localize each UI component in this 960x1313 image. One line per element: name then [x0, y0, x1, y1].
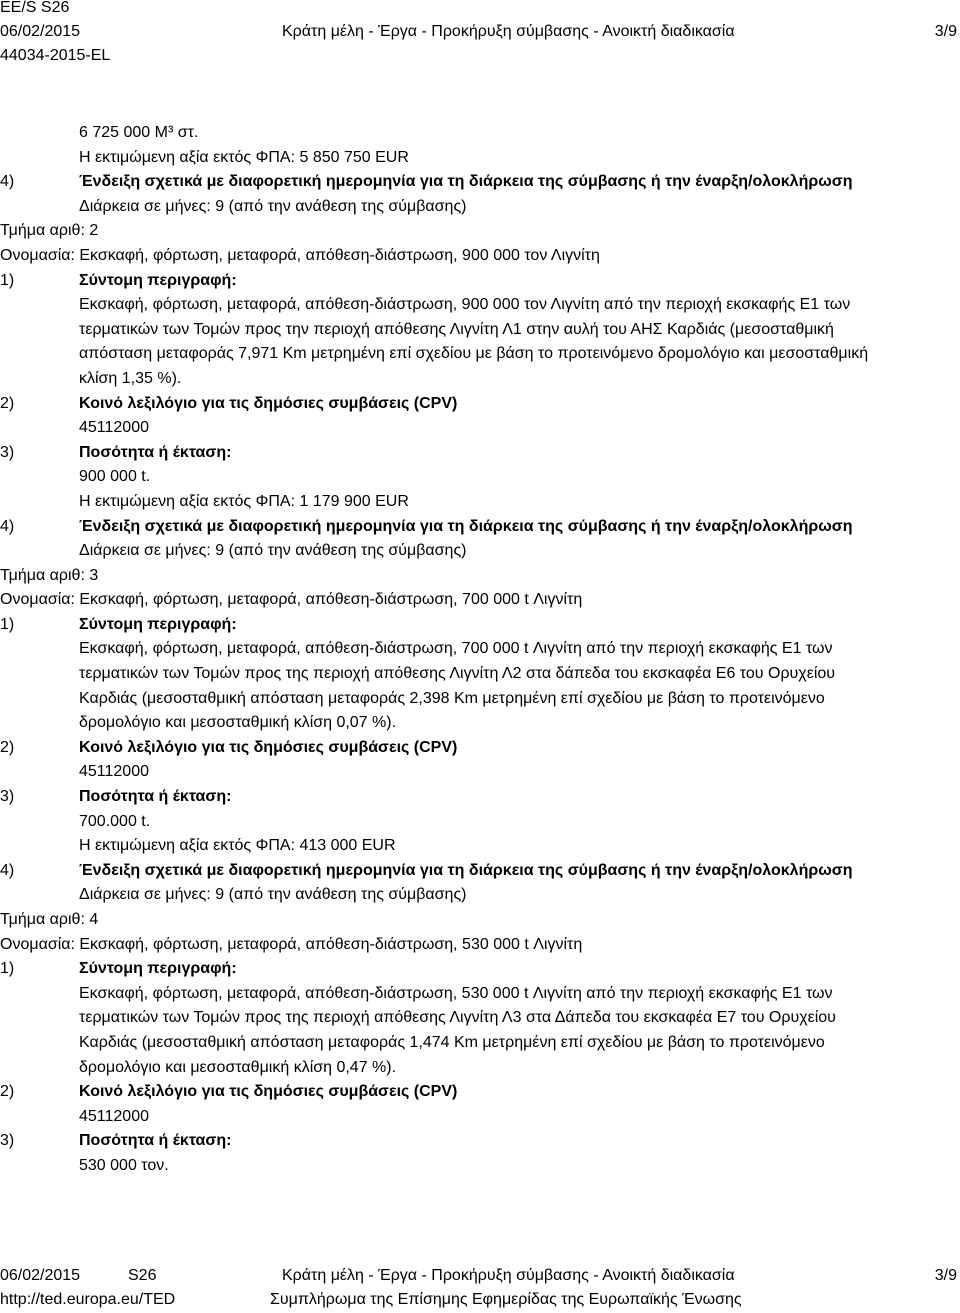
- quantity-heading: [0, 1129, 960, 1154]
- item-label: Σύντομη περιγραφή:: [79, 615, 237, 633]
- duration-heading: [0, 170, 960, 195]
- header-page-number: 3/9: [934, 23, 957, 40]
- cpv-code: 45112000: [79, 1107, 149, 1125]
- item-label: Ένδειξη σχετικά με διαφορετική ημερομηνία για τη διάρκεια της σύμβασης ή την έναρξη/ολοκλήρωση: [79, 517, 853, 535]
- duration-value: Διάρκεια σε μήνες: 9 (από την ανάθεση της σύμβασης): [79, 197, 467, 215]
- duration-value: Διάρκεια σε μήνες: 9 (από την ανάθεση της σύμβασης): [79, 542, 467, 560]
- item-label: Ένδειξη σχετικά με διαφορετική ημερομηνία για τη διάρκεια της σύμβασης ή την έναρξη/ολοκλήρωση: [79, 861, 853, 879]
- description-line: Εκσκαφή, φόρτωση, μεταφορά, απόθεση-διάστρωση, 530 000 t Λιγνίτη από την περιοχή εκσκαφής Ε1 των: [79, 984, 833, 1002]
- item-number: 3): [0, 788, 15, 806]
- lot-number: Τμήμα αριθ: 4: [0, 911, 99, 928]
- duration-heading: [0, 515, 960, 540]
- description-line: δρομολόγιο και μεσοσταθμική κλίση 0,07 %).: [79, 714, 397, 732]
- description-heading: [0, 269, 960, 294]
- item-label: Ποσότητα ή έκταση:: [79, 788, 232, 806]
- item-number: 4): [0, 517, 15, 535]
- footer-url[interactable]: http://ted.europa.eu/TED: [0, 1291, 176, 1308]
- quantity-value: 900 000 t.: [79, 468, 151, 486]
- item-label: Σύντομη περιγραφή:: [79, 271, 237, 289]
- estimated-value: Η εκτιμώμενη αξία εκτός ΦΠΑ: 5 850 750 EUR: [79, 148, 409, 166]
- description-line: τερματικών των Τομών προς της περιοχή απόθεσης Λιγνίτη Λ2 στα δάπεδα του εκσκαφέα Ε6 του Ορυχείου: [79, 665, 836, 683]
- header-title: Κράτη μέλη - Έργα - Προκήρυξη σύμβασης - Ανοικτή διαδικασία: [282, 23, 735, 40]
- lot-name: Ονομασία: Εκσκαφή, φόρτωση, μεταφορά, απόθεση-διάστρωση, 900 000 τον Λιγνίτη: [0, 246, 600, 264]
- item-number: 4): [0, 861, 15, 879]
- item-number: 2): [0, 394, 15, 412]
- header-code: EE/S S26: [0, 0, 70, 16]
- item-number: 1): [0, 960, 15, 978]
- cpv-code: 45112000: [79, 763, 149, 781]
- description-line: Καρδιάς (μεσοσταθμική απόσταση μεταφοράς 1,474 Km μετρημένη επί σχεδίου με βάση το προτεινόμενο: [79, 1033, 825, 1051]
- cpv-heading: [0, 1080, 960, 1105]
- footer-date: 06/02/2015: [0, 1267, 81, 1284]
- header-date: 06/02/2015: [0, 23, 81, 40]
- description-line: απόσταση μεταφοράς 7,971 Km μετρημένη επί σχεδίου με βάση το προτεινόμενο δρομολόγιο και μεσοσταθμική: [79, 345, 869, 363]
- lot-number: Τμήμα αριθ: 3: [0, 566, 99, 584]
- item-label: Κοινό λεξιλόγιο για τις δημόσιες συμβάσεις (CPV): [79, 1083, 458, 1101]
- item-number: 2): [0, 738, 15, 756]
- footer-title: Κράτη μέλη - Έργα - Προκήρυξη σύμβασης - Ανοικτή διαδικασία: [282, 1267, 735, 1284]
- description-heading: [0, 957, 960, 982]
- item-label: Κοινό λεξιλόγιο για τις δημόσιες συμβάσεις (CPV): [79, 738, 458, 756]
- quantity-heading: [0, 785, 960, 810]
- lot-number: Τμήμα αριθ: 2: [0, 222, 99, 240]
- quantity-value: 700.000 t.: [79, 812, 151, 830]
- item-label: Ποσότητα ή έκταση:: [79, 443, 232, 461]
- item-label: Ποσότητα ή έκταση:: [79, 1132, 232, 1150]
- item-number: 2): [0, 1083, 15, 1101]
- item-label: Ένδειξη σχετικά με διαφορετική ημερομηνία για τη διάρκεια της σύμβασης ή την έναρξη/ολοκλήρωση: [79, 173, 853, 191]
- document-body: [0, 121, 960, 1179]
- page-footer: [0, 1264, 960, 1311]
- footer-page-number: 3/9: [934, 1267, 957, 1284]
- item-number: 3): [0, 1132, 15, 1150]
- lot-name: Ονομασία: Εκσκαφή, φόρτωση, μεταφορά, απόθεση-διάστρωση, 700 000 t Λιγνίτη: [0, 591, 583, 609]
- footer-code: S26: [128, 1267, 157, 1284]
- item-number: 4): [0, 173, 15, 191]
- item-number: 1): [0, 615, 15, 633]
- quantity-value: 530 000 τον.: [79, 1156, 169, 1174]
- description-line: τερματικών των Τομών προς την περιοχή απόθεσης Λιγνίτη Λ1 στην αυλή του ΑΗΣ Καρδιάς (μεσοσταθμική: [79, 320, 834, 338]
- duration-value: Διάρκεια σε μήνες: 9 (από την ανάθεση της σύμβασης): [79, 886, 467, 904]
- description-line: δρομολόγιο και μεσοσταθμική κλίση 0,47 %).: [79, 1058, 397, 1076]
- header-id: 44034-2015-EL: [0, 47, 111, 64]
- quantity-continued: 6 725 000 Μ³ στ.: [79, 124, 199, 141]
- cpv-heading: [0, 392, 960, 417]
- cpv-code: 45112000: [79, 419, 149, 437]
- item-label: Κοινό λεξιλόγιο για τις δημόσιες συμβάσεις (CPV): [79, 394, 458, 412]
- quantity-heading: [0, 441, 960, 466]
- description-line: τερματικών των Τομών προς της περιοχή απόθεσης Λιγνίτη Λ3 στα Δάπεδα του εκσκαφέα Ε7 του Ορυχείου: [79, 1009, 836, 1027]
- description-line: Εκσκαφή, φόρτωση, μεταφορά, απόθεση-διάστρωση, 900 000 τον Λιγνίτη από την περιοχή εκσκαφής Ε1 των: [79, 296, 851, 314]
- description-heading: [0, 613, 960, 638]
- description-line: Εκσκαφή, φόρτωση, μεταφορά, απόθεση-διάστρωση, 700 000 t Λιγνίτη από την περιοχή εκσκαφής Ε1 των: [79, 640, 833, 658]
- estimated-value: Η εκτιμώμενη αξία εκτός ΦΠΑ: 1 179 900 EUR: [79, 492, 409, 510]
- duration-heading: [0, 859, 960, 884]
- item-label: Σύντομη περιγραφή:: [79, 960, 237, 978]
- cpv-heading: [0, 736, 960, 761]
- item-number: 1): [0, 271, 15, 289]
- estimated-value: Η εκτιμώμενη αξία εκτός ΦΠΑ: 413 000 EUR: [79, 837, 396, 855]
- description-line: Καρδιάς (μεσοσταθμική απόσταση μεταφοράς 2,398 Km μετρημένη επί σχεδίου με βάση το προτεινόμενο: [79, 689, 825, 707]
- item-number: 3): [0, 443, 15, 461]
- lot-name: Ονομασία: Εκσκαφή, φόρτωση, μεταφορά, απόθεση-διάστρωση, 530 000 t Λιγνίτη: [0, 935, 583, 953]
- description-line: κλίση 1,35 %).: [79, 369, 182, 387]
- footer-subtitle: Συμπλήρωμα της Επίσημης Εφημερίδας της Ευρωπαϊκής Ένωσης: [270, 1291, 742, 1308]
